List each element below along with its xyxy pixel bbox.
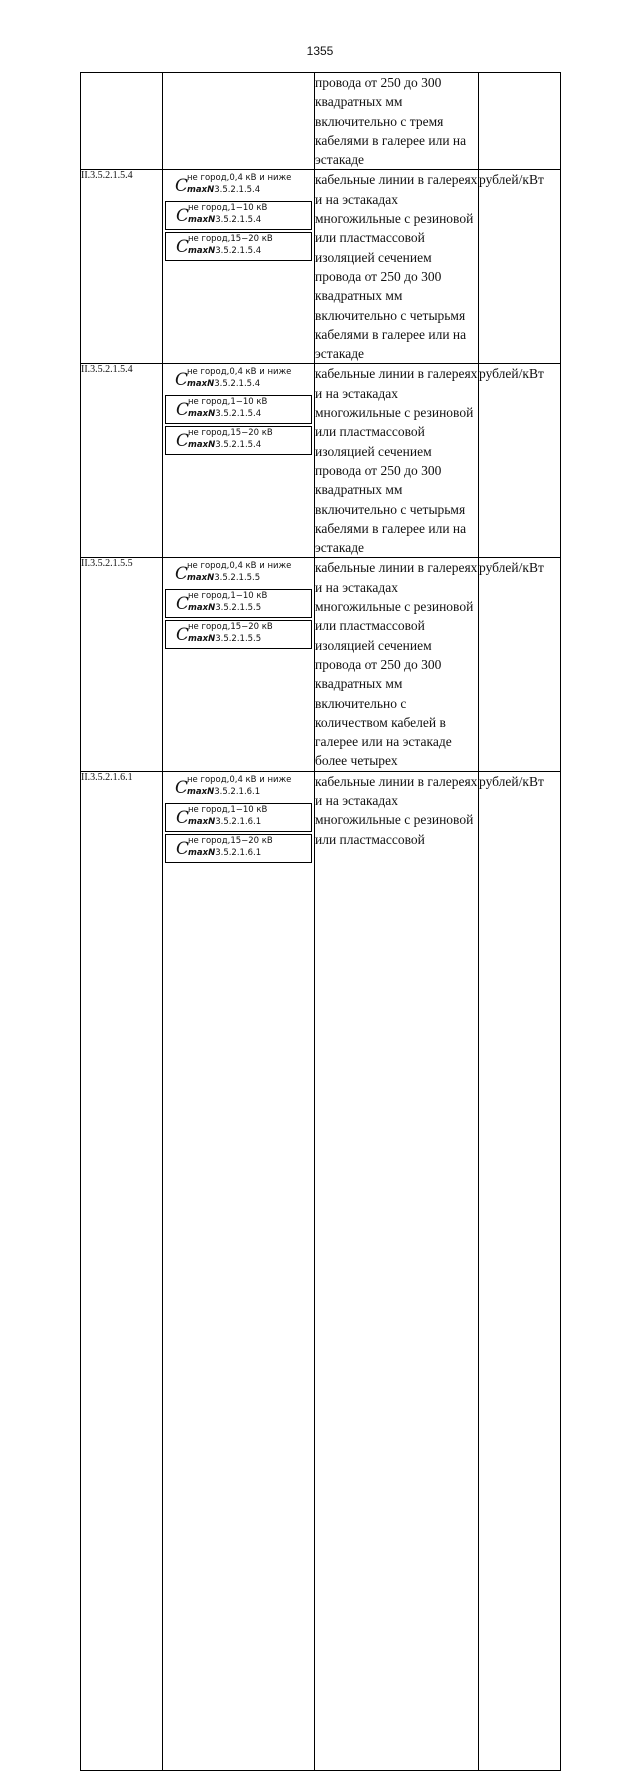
formula-box	[165, 395, 312, 424]
formula-symbol: C	[176, 237, 190, 258]
formula-cell	[163, 771, 315, 1770]
formula	[175, 173, 310, 197]
formula-box	[165, 774, 312, 801]
formula-subscript-var: maxN	[187, 786, 215, 797]
table-row	[81, 170, 561, 364]
code-cell: II.3.5.2.1.5.4	[81, 364, 163, 558]
formula-subscript-var: maxN	[188, 603, 216, 614]
formula-box	[165, 172, 312, 199]
description-cell: кабельные линии в галереях и на эстакадах многожильные с резиновой или пластмассовой изоляцией сечением провода от 250 до 300 квадратных мм включительно с четырьмя кабелями в галерее или на эстакаде	[315, 170, 479, 364]
unit-cell	[479, 73, 561, 170]
formula-subscript-var: maxN	[188, 816, 216, 827]
formula-symbol: C	[176, 838, 190, 859]
code-cell: II.3.5.2.1.5.4	[81, 170, 163, 364]
formula-box	[165, 834, 312, 863]
formula-cell	[163, 364, 315, 558]
formula-box	[165, 589, 312, 618]
formula-subscript-var: maxN	[188, 215, 216, 226]
formula-subscript-var: maxN	[187, 379, 215, 390]
table-row	[81, 771, 561, 1770]
formula	[175, 367, 310, 391]
formula-box	[165, 232, 312, 261]
formula-superscript: не город,15−20 кВ	[188, 622, 273, 633]
formula-subscript	[188, 215, 261, 225]
formula-symbol: C	[175, 176, 189, 197]
formula-subscript-var: maxN	[187, 573, 215, 584]
formula	[176, 591, 311, 615]
formula-subscript	[187, 185, 260, 195]
unit-cell: рублей/кВт	[479, 170, 561, 364]
formula-subscript-code: 3.5.2.1.6.1	[214, 786, 261, 797]
formula-symbol: C	[176, 594, 190, 615]
formula-superscript: не город,0,4 кВ и ниже	[187, 561, 292, 572]
formula-subscript-code: 3.5.2.1.5.5	[215, 603, 262, 614]
unit-cell: рублей/кВт	[479, 558, 561, 771]
formula-box	[165, 201, 312, 230]
unit-cell: рублей/кВт	[479, 771, 561, 1770]
description-cell: кабельные линии в галереях и на эстакадах многожильные с резиновой или пластмассовой изоляцией сечением провода от 250 до 300 квадратных мм включительно с четырьмя кабелями в галерее или на эстакаде	[315, 364, 479, 558]
formula-symbol: C	[175, 370, 189, 391]
formula-subscript-var: maxN	[188, 440, 216, 451]
formula-subscript	[188, 603, 261, 613]
formula-superscript: не город,1−10 кВ	[188, 397, 268, 408]
formula-superscript: не город,1−10 кВ	[188, 591, 268, 602]
formula-subscript	[187, 787, 260, 797]
formula-box	[165, 560, 312, 587]
formula-subscript-var: maxN	[188, 246, 216, 257]
formula-subscript-code: 3.5.2.1.5.4	[215, 409, 262, 420]
table-row	[81, 558, 561, 771]
formula-symbol: C	[176, 431, 190, 452]
formula-symbol: C	[176, 206, 190, 227]
formula-superscript: не город,0,4 кВ и ниже	[187, 367, 292, 378]
formula-box	[165, 803, 312, 832]
formula-box	[165, 620, 312, 649]
formula-subscript	[188, 409, 261, 419]
formula-subscript-code: 3.5.2.1.5.4	[214, 185, 261, 196]
formula-box	[165, 426, 312, 455]
formula-subscript	[188, 440, 261, 450]
description-cell: провода от 250 до 300 квадратных мм включительно с тремя кабелями в галерее или на эстакаде	[315, 73, 479, 170]
formula-superscript: не город,1−10 кВ	[188, 203, 268, 214]
table-row	[81, 73, 561, 170]
formula-superscript: не город,15−20 кВ	[188, 428, 273, 439]
formula-superscript: не город,15−20 кВ	[188, 835, 273, 846]
formula	[176, 397, 311, 421]
formula-superscript: не город,15−20 кВ	[188, 234, 273, 245]
formula-subscript	[188, 634, 261, 644]
formula	[175, 775, 310, 799]
description-cell: кабельные линии в галереях и на эстакадах многожильные с резиновой или пластмассовой	[315, 771, 479, 1770]
formula	[176, 836, 311, 860]
code-cell: II.3.5.2.1.5.5	[81, 558, 163, 771]
formula-box	[165, 366, 312, 393]
formula-subscript-code: 3.5.2.1.5.4	[214, 379, 261, 390]
formula-subscript-var: maxN	[187, 185, 215, 196]
unit-cell: рублей/кВт	[479, 364, 561, 558]
formula-superscript: не город,0,4 кВ и ниже	[187, 173, 292, 184]
code-cell: II.3.5.2.1.6.1	[81, 771, 163, 1770]
page-number: 1355	[306, 44, 334, 58]
formula-superscript: не город,1−10 кВ	[188, 804, 268, 815]
formula	[176, 428, 311, 452]
description-cell: кабельные линии в галереях и на эстакадах многожильные с резиновой или пластмассовой изоляцией сечением провода от 250 до 300 квадратных мм включительно с количеством кабелей в галерее или на эстакаде более четырех	[315, 558, 479, 771]
formula-symbol: C	[176, 400, 190, 421]
formula-symbol: C	[176, 807, 190, 828]
formula	[176, 234, 311, 258]
formula-subscript-var: maxN	[188, 634, 216, 645]
formula-symbol: C	[176, 625, 190, 646]
formula-cell	[163, 73, 315, 170]
formula-subscript-var: maxN	[188, 847, 216, 858]
formula	[176, 805, 311, 829]
formula-subscript	[187, 379, 260, 389]
formula-cell	[163, 170, 315, 364]
formula-subscript-code: 3.5.2.1.5.5	[214, 573, 261, 584]
formula-cell	[163, 558, 315, 771]
formula-subscript	[188, 817, 261, 827]
formula-superscript: не город,0,4 кВ и ниже	[187, 774, 292, 785]
formula-subscript-code: 3.5.2.1.5.4	[215, 215, 262, 226]
formula	[176, 203, 311, 227]
formula-symbol: C	[175, 777, 189, 798]
formula-subscript	[187, 573, 260, 583]
formula-subscript-code: 3.5.2.1.6.1	[215, 847, 262, 858]
formula-subscript	[188, 246, 261, 256]
formula	[176, 622, 311, 646]
formula-subscript-code: 3.5.2.1.5.4	[215, 246, 262, 257]
formula	[175, 561, 310, 585]
formula-subscript-code: 3.5.2.1.5.5	[215, 634, 262, 645]
formula-subscript-code: 3.5.2.1.6.1	[215, 816, 262, 827]
table-row	[81, 364, 561, 558]
formula-symbol: C	[175, 564, 189, 585]
formula-subscript	[188, 848, 261, 858]
formula-subscript-code: 3.5.2.1.5.4	[215, 440, 262, 451]
formula-subscript-var: maxN	[188, 409, 216, 420]
code-cell	[81, 73, 163, 170]
tariff-table	[80, 72, 561, 1771]
